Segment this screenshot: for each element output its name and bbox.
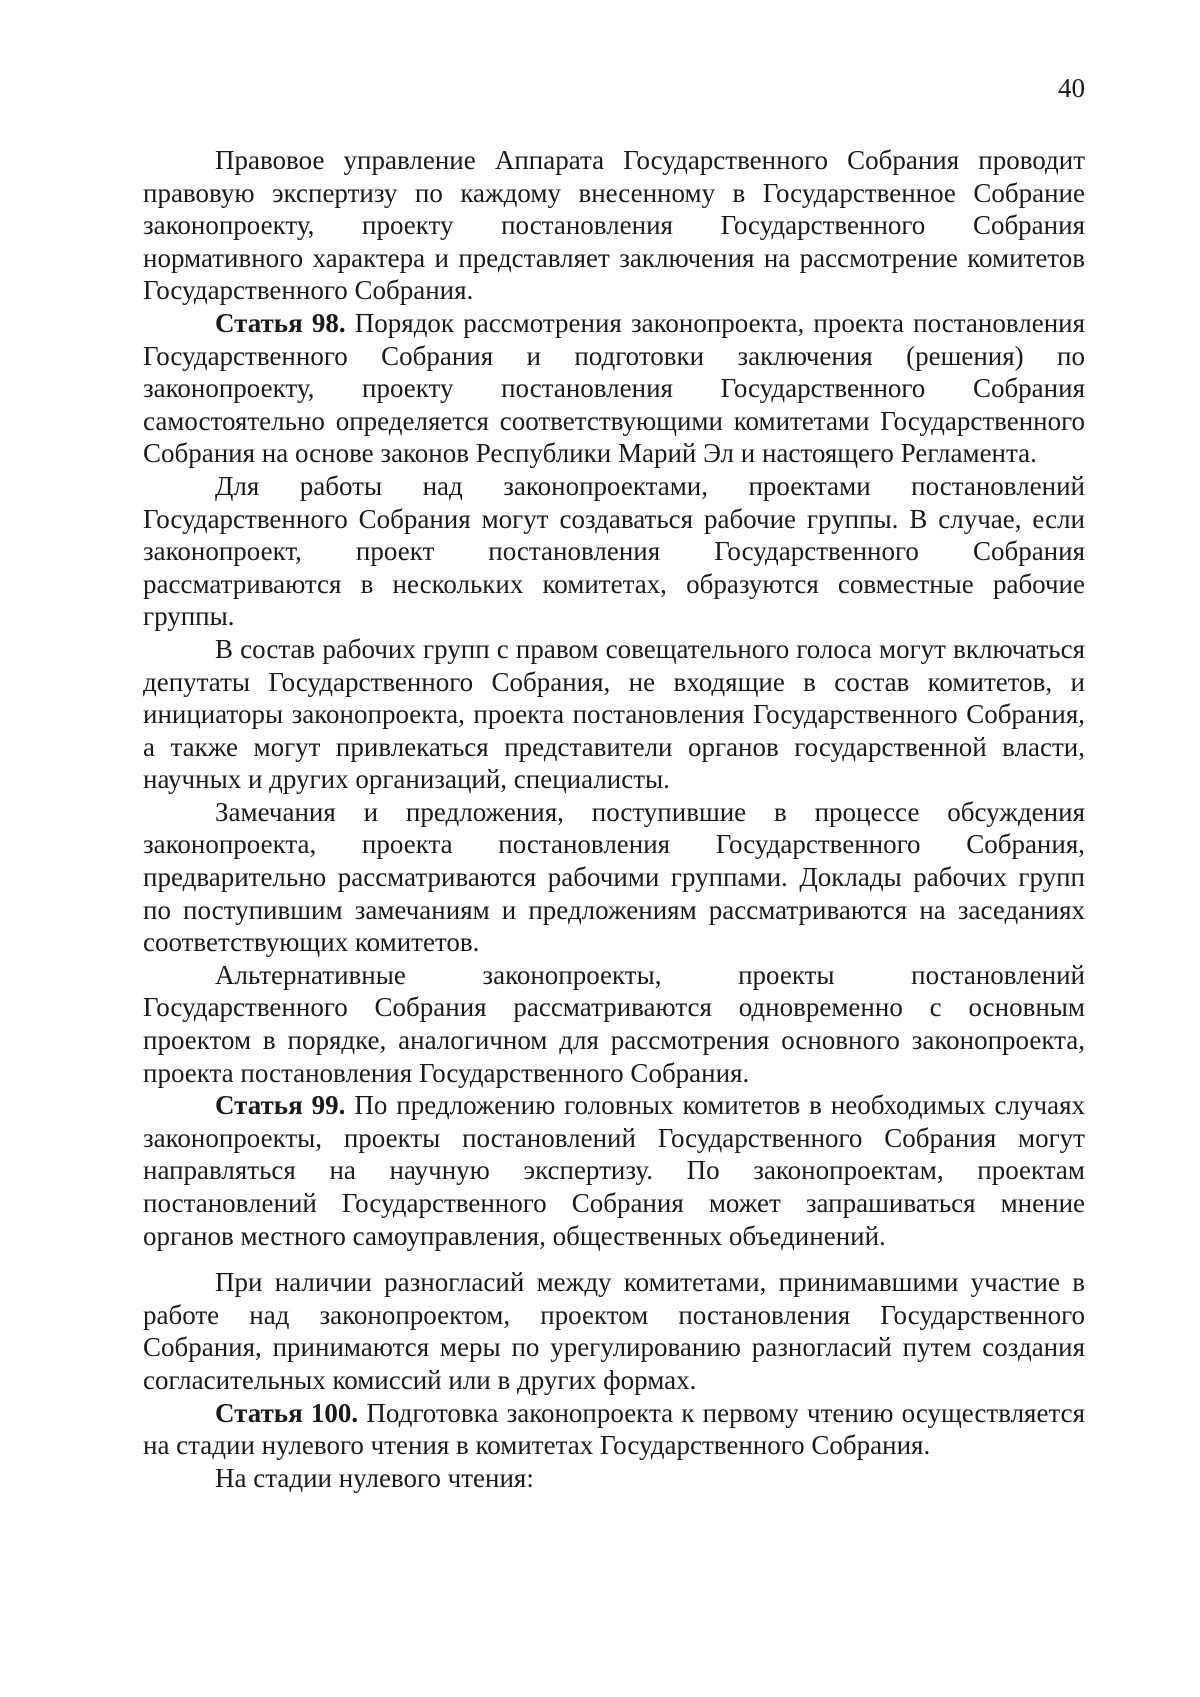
article-label: Статья 98. [215, 307, 346, 338]
paragraph-text: По предложению головных комитетов в необходимых случаях законопроекты, проекты постановлений Государственного Собрания могут направляться на научную экспертизу. По законопроектам, проектам постановлений Государственного Собрания может запрашиваться мнение органов местного самоуправления, общественных объединений. [143, 1090, 1085, 1251]
paragraph-disagreements [143, 1266, 1085, 1396]
paragraph-text: Для работы над законопроектами, проектами постановлений Государственного Собрания могут создаваться рабочие группы. В случае, если законопроект, проект постановления Государственного Собрания рассматриваются в нескольких комитетах, образуются совместные рабочие группы. [143, 470, 1085, 632]
article-label: Статья 99. [215, 1090, 346, 1121]
paragraph-working-groups [143, 470, 1085, 633]
article-label: Статья 100. [215, 1397, 359, 1428]
paragraph-text: Порядок рассмотрения законопроекта, проекта постановления Государственного Собрания и подготовки заключения (решения) по законопроекту, проекту постановления Государственного Собрания самостоятельно определяется соответствующими комитетами Государственного Собрания на основе законов Республики Марий Эл и настоящего Регламента. [143, 307, 1086, 469]
paragraph-group-composition [143, 633, 1085, 796]
paragraph-zero-reading-stage [143, 1462, 1085, 1495]
page-number: 40 [1058, 73, 1085, 103]
paragraph-article-100 [143, 1397, 1085, 1462]
paragraph-legal-expertise [143, 144, 1085, 307]
paragraph-remarks [143, 796, 1085, 959]
paragraph-text: Подготовка законопроекта к первому чтению осуществляется на стадии нулевого чтения в комитетах Государственного Собрания. [143, 1397, 1085, 1461]
paragraph-text: При наличии разногласий между комитетами, принимавшими участие в работе над законопроектом, проектом постановления Государственного Собрания, принимаются меры по урегулированию разногласий путем создания согласительных комиссий или в других формах. [143, 1267, 1085, 1395]
paragraph-text: Правовое управление Аппарата Государственного Собрания проводит правовую экспертизу по каждому внесенному в Государственное Собрание законопроекту, проекту постановления Государственного Собрания нормативного характера и представляет заключения на рассмотрение комитетов Государственного Собрания. [143, 145, 1085, 306]
paragraph-article-98 [143, 307, 1085, 470]
paragraph-text: В состав рабочих групп с правом совещательного голоса могут включаться депутаты Государственного Собрания, не входящие в состав комитетов, и инициаторы законопроекта, проекта постановления Государственного Собрания, а также могут привлекаться представители органов государственной власти, научных и других организаций, специалисты. [143, 633, 1085, 795]
paragraph-text: Замечания и предложения, поступившие в процессе обсуждения законопроекта, проекта постановления Государственного Собрания, предварительно рассматриваются рабочими группами. Доклады рабочих групп по поступившим замечаниям и предложениям рассматриваются на заседаниях соответствующих комитетов. [143, 796, 1085, 958]
paragraph-alternative-drafts [143, 959, 1085, 1089]
paragraph-article-99 [143, 1089, 1085, 1252]
paragraph-text: На стадии нулевого чтения: [215, 1462, 534, 1493]
paragraph-text: Альтернативные законопроекты, проекты постановлений Государственного Собрания рассматриваются одновременно с основным проектом в порядке, аналогичном для рассмотрения основного законопроекта, проекта постановления Государственного Собрания. [143, 959, 1085, 1088]
document-body [143, 144, 1085, 1494]
